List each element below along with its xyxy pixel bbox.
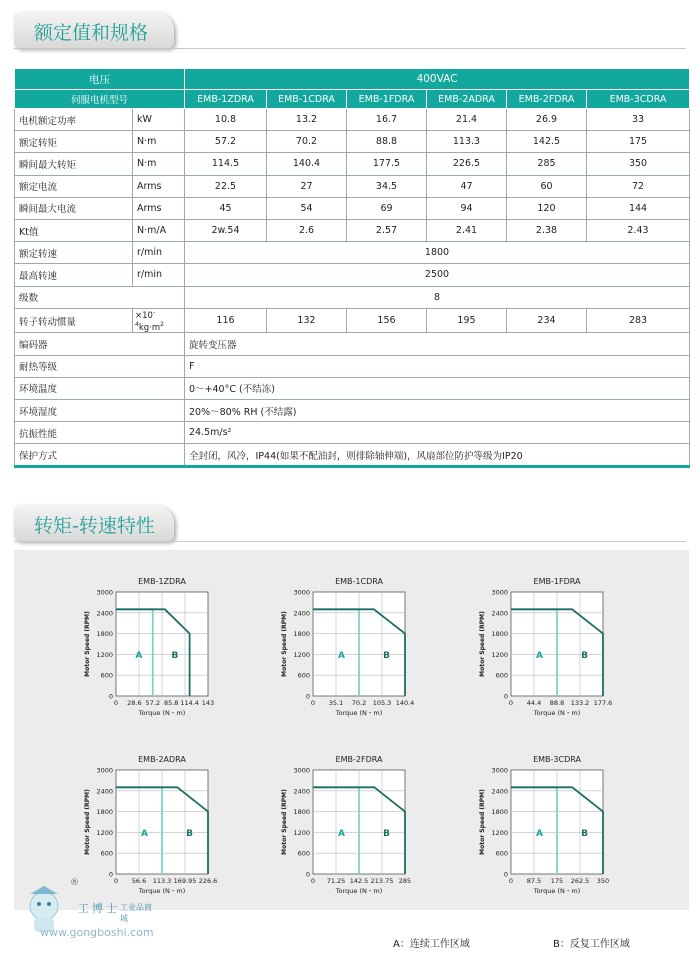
table-row [15, 377, 690, 399]
x-axis-label: Torque (N・m) [533, 709, 581, 717]
chart-title: EMB-2FDRA [335, 755, 383, 764]
row-value: 26.9 [507, 109, 587, 131]
row-value: 0～+40°C (不结冻) [185, 377, 690, 399]
row-label: 耐热等级 [15, 355, 185, 377]
row-value: 1800 [185, 242, 690, 264]
row-value: 120 [507, 197, 587, 219]
table-row [15, 131, 690, 153]
row-value: 45 [185, 197, 267, 219]
region-a-label: A [141, 828, 149, 839]
row-value: 72 [587, 175, 690, 197]
table-row [15, 264, 690, 286]
row-value: 33 [587, 109, 690, 131]
section-title-curve: 转矩-转速特性 [34, 515, 155, 537]
row-unit: Arms [133, 197, 185, 219]
table-row [15, 197, 690, 219]
voltage-value: 400VAC [185, 69, 690, 90]
row-value: 2.57 [347, 219, 427, 241]
chart-title: EMB-2ADRA [138, 755, 186, 764]
y-tick-label: 1800 [491, 630, 508, 639]
row-value: 88.8 [347, 131, 427, 153]
table-row [15, 242, 690, 264]
x-axis-label: Torque (N・m) [335, 709, 383, 717]
row-value: 156 [347, 308, 427, 333]
y-tick-label: 1800 [293, 808, 310, 817]
row-label: Kt值 [15, 219, 133, 241]
y-tick-label: 3000 [293, 766, 310, 775]
row-value: 116 [185, 308, 267, 333]
row-value: 57.2 [185, 131, 267, 153]
row-value: 2w.54 [185, 219, 267, 241]
region-a-label: A [536, 650, 544, 661]
row-label: 电机额定功率 [15, 109, 133, 131]
row-value: 234 [507, 308, 587, 333]
row-value: 2.38 [507, 219, 587, 241]
y-tick-label: 3000 [96, 766, 113, 775]
x-tick-label: 0 [113, 877, 119, 885]
row-value: 142.5 [507, 131, 587, 153]
region-b-label: B [383, 828, 391, 839]
x-tick-label: 169.95 [173, 877, 197, 885]
row-value: 350 [587, 153, 690, 175]
row-value: 47 [427, 175, 507, 197]
row-value: 113.3 [427, 131, 507, 153]
row-value: 226.5 [427, 153, 507, 175]
row-label: 瞬间最大转矩 [15, 153, 133, 175]
row-unit: N·m/A [133, 219, 185, 241]
model-name: EMB-1ZDRA [185, 90, 267, 109]
logo-registered: ® [70, 878, 79, 888]
torque-speed-chart [277, 570, 427, 730]
x-tick-label: 56.6 [131, 877, 147, 885]
row-value: 2.43 [587, 219, 690, 241]
y-tick-label: 1800 [96, 808, 113, 817]
row-label: 抗振性能 [15, 422, 185, 444]
table-row [15, 422, 690, 444]
x-tick-label: 0 [508, 877, 514, 885]
table-row [15, 153, 690, 175]
x-tick-label: 213.75 [370, 877, 394, 885]
legend-a: A：连续工作区域 [393, 939, 470, 950]
table-row [15, 219, 690, 241]
y-tick-label: 0 [108, 692, 113, 701]
y-tick-label: 2400 [293, 787, 310, 796]
region-a-label: A [536, 828, 544, 839]
table-row [15, 175, 690, 197]
model-name: EMB-2ADRA [427, 90, 507, 109]
x-axis-label: Torque (N・m) [533, 887, 581, 895]
section-divider [14, 541, 686, 542]
table-row [15, 333, 690, 355]
y-tick-label: 600 [495, 849, 508, 858]
section-divider [14, 48, 686, 49]
y-tick-label: 0 [305, 692, 310, 701]
y-tick-label: 1200 [491, 650, 508, 659]
row-unit: N·m [133, 131, 185, 153]
row-value: 60 [507, 175, 587, 197]
y-axis-label: Motor Speed (RPM) [281, 611, 288, 677]
model-name: EMB-1CDRA [267, 90, 347, 109]
table-row [15, 399, 690, 421]
voltage-label: 电压 [15, 69, 185, 90]
x-tick-label: 70.2 [351, 699, 367, 707]
chart-svg [80, 570, 230, 730]
y-tick-label: 1800 [293, 630, 310, 639]
torque-speed-chart [80, 570, 230, 730]
region-b-label: B [581, 650, 589, 661]
y-tick-label: 1800 [491, 808, 508, 817]
row-label: 环境湿度 [15, 399, 185, 421]
x-tick-label: 142.5 [349, 877, 369, 885]
row-value: 54 [267, 197, 347, 219]
row-value: 177.5 [347, 153, 427, 175]
chart-svg [277, 570, 427, 730]
x-tick-label: 0 [310, 699, 316, 707]
row-label: 编码器 [15, 333, 185, 355]
torque-speed-chart [475, 748, 625, 908]
y-tick-label: 1200 [293, 828, 310, 837]
y-tick-label: 3000 [293, 588, 310, 597]
row-value: 旋转变压器 [185, 333, 690, 355]
row-value: 70.2 [267, 131, 347, 153]
table-header-voltage [15, 69, 690, 90]
y-tick-label: 600 [495, 671, 508, 680]
y-tick-label: 1200 [491, 828, 508, 837]
y-axis-label: Motor Speed (RPM) [281, 789, 288, 855]
model-name: EMB-1FDRA [347, 90, 427, 109]
y-tick-label: 2400 [491, 609, 508, 618]
section-tab-curve [14, 505, 174, 541]
x-tick-label: 105.3 [372, 699, 392, 707]
chart-title: EMB-1CDRA [335, 577, 383, 586]
y-tick-label: 3000 [491, 588, 508, 597]
y-tick-label: 2400 [293, 609, 310, 618]
logo-name: 工博士 [78, 902, 120, 915]
row-unit: N·m [133, 153, 185, 175]
row-unit: r/min [133, 264, 185, 286]
row-value: 140.4 [267, 153, 347, 175]
region-a-label: A [338, 650, 346, 661]
logo-url: www.gongboshi.com [40, 926, 154, 939]
y-tick-label: 0 [108, 870, 113, 879]
row-label: 最高转速 [15, 264, 133, 286]
y-tick-label: 600 [100, 671, 113, 680]
x-tick-label: 140.4 [395, 699, 415, 707]
y-axis-label: Motor Speed (RPM) [479, 611, 486, 677]
row-value: 22.5 [185, 175, 267, 197]
x-tick-label: 143 [201, 699, 215, 707]
region-b-label: B [383, 650, 391, 661]
row-value: 2.41 [427, 219, 507, 241]
region-a-label: A [338, 828, 346, 839]
row-value: 2500 [185, 264, 690, 286]
row-value: 全封闭，风冷，IP44(如果不配油封，则排除轴伸端)，风扇部位防护等级为IP20 [185, 444, 690, 467]
x-axis-label: Torque (N・m) [335, 887, 383, 895]
row-unit: r/min [133, 242, 185, 264]
region-a-label: A [135, 650, 143, 661]
region-b-label: B [581, 828, 589, 839]
table-header-models [15, 90, 690, 109]
y-tick-label: 2400 [96, 787, 113, 796]
x-axis-label: Torque (N・m) [138, 709, 186, 717]
y-axis-label: Motor Speed (RPM) [84, 789, 91, 855]
y-tick-label: 3000 [491, 766, 508, 775]
torque-speed-chart [277, 748, 427, 908]
logo-tagline: 工业品商城 [120, 903, 152, 923]
table-row [15, 308, 690, 333]
row-value: 69 [347, 197, 427, 219]
y-tick-label: 2400 [491, 787, 508, 796]
row-label: 保护方式 [15, 444, 185, 467]
chart-svg [277, 748, 427, 908]
y-tick-label: 600 [297, 849, 310, 858]
x-tick-label: 0 [113, 699, 119, 707]
chart-svg [475, 570, 625, 730]
chart-title: EMB-1ZDRA [138, 577, 186, 586]
row-value: 27 [267, 175, 347, 197]
x-tick-label: 177.6 [593, 699, 613, 707]
row-value: 13.2 [267, 109, 347, 131]
legend-b: B：反复工作区域 [553, 939, 630, 950]
x-tick-label: 28.6 [127, 699, 142, 707]
y-tick-label: 1200 [293, 650, 310, 659]
x-tick-label: 133.2 [570, 699, 590, 707]
row-value: 144 [587, 197, 690, 219]
region-b-label: B [186, 828, 194, 839]
gongboshi-logo [18, 880, 158, 940]
y-axis-label: Motor Speed (RPM) [84, 611, 91, 677]
row-value: 114.5 [185, 153, 267, 175]
torque-speed-chart [475, 570, 625, 730]
row-value: 283 [587, 308, 690, 333]
model-name: EMB-3CDRA [587, 90, 690, 109]
y-tick-label: 0 [305, 870, 310, 879]
model-name: EMB-2FDRA [507, 90, 587, 109]
row-value: 20%～80% RH (不结露) [185, 399, 690, 421]
table-row [15, 286, 690, 308]
row-value: 8 [185, 286, 690, 308]
row-value: 94 [427, 197, 507, 219]
table-row [15, 355, 690, 377]
row-value: 195 [427, 308, 507, 333]
row-label: 瞬间最大电流 [15, 197, 133, 219]
x-tick-label: 35.1 [328, 699, 344, 707]
y-tick-label: 1800 [96, 630, 113, 639]
section-title-spec: 额定值和规格 [34, 22, 149, 44]
x-tick-label: 85.8 [163, 699, 179, 707]
row-unit: kW [133, 109, 185, 131]
x-tick-label: 57.2 [145, 699, 161, 707]
row-value: F [185, 355, 690, 377]
section-tab-spec [14, 12, 174, 48]
row-value: 175 [587, 131, 690, 153]
row-value: 285 [507, 153, 587, 175]
row-unit: Arms [133, 175, 185, 197]
x-tick-label: 262.5 [570, 877, 590, 885]
table-row [15, 109, 690, 131]
chart-title: EMB-1FDRA [533, 577, 581, 586]
y-tick-label: 3000 [96, 588, 113, 597]
row-value: 24.5m/s² [185, 422, 690, 444]
y-tick-label: 600 [100, 849, 113, 858]
row-value: 10.8 [185, 109, 267, 131]
x-tick-label: 71.25 [326, 877, 346, 885]
model-label: 伺服电机型号 [15, 90, 185, 109]
row-label: 额定转矩 [15, 131, 133, 153]
y-tick-label: 1200 [96, 650, 113, 659]
x-tick-label: 285 [398, 877, 412, 885]
row-label: 环境温度 [15, 377, 185, 399]
x-tick-label: 0 [310, 877, 316, 885]
x-tick-label: 350 [596, 877, 610, 885]
row-value: 2.6 [267, 219, 347, 241]
row-value: 21.4 [427, 109, 507, 131]
x-tick-label: 88.8 [549, 699, 565, 707]
row-label: 转子转动惯量 [15, 308, 133, 333]
region-b-label: B [171, 650, 179, 661]
row-value: 132 [267, 308, 347, 333]
row-value: 16.7 [347, 109, 427, 131]
row-value: 34.5 [347, 175, 427, 197]
y-axis-label: Motor Speed (RPM) [479, 789, 486, 855]
y-tick-label: 2400 [96, 609, 113, 618]
y-tick-label: 0 [503, 692, 508, 701]
x-tick-label: 175 [550, 877, 564, 885]
x-axis-label: Torque (N・m) [138, 887, 186, 895]
row-label: 额定电流 [15, 175, 133, 197]
x-tick-label: 113.3 [152, 877, 172, 885]
x-tick-label: 44.4 [526, 699, 542, 707]
x-tick-label: 226.6 [198, 877, 218, 885]
row-unit: $\times 10^{-4}kg\cdot m^2$ [133, 308, 185, 333]
chart-title: EMB-3CDRA [533, 755, 581, 764]
y-tick-label: 1200 [96, 828, 113, 837]
y-tick-label: 600 [297, 671, 310, 680]
table-row [15, 444, 690, 467]
x-tick-label: 114.4 [180, 699, 199, 707]
x-tick-label: 87.5 [526, 877, 542, 885]
row-label: 额定转速 [15, 242, 133, 264]
x-tick-label: 0 [508, 699, 514, 707]
chart-svg [475, 748, 625, 908]
y-tick-label: 0 [503, 870, 508, 879]
spec-table [14, 68, 690, 468]
row-label: 级数 [15, 286, 185, 308]
